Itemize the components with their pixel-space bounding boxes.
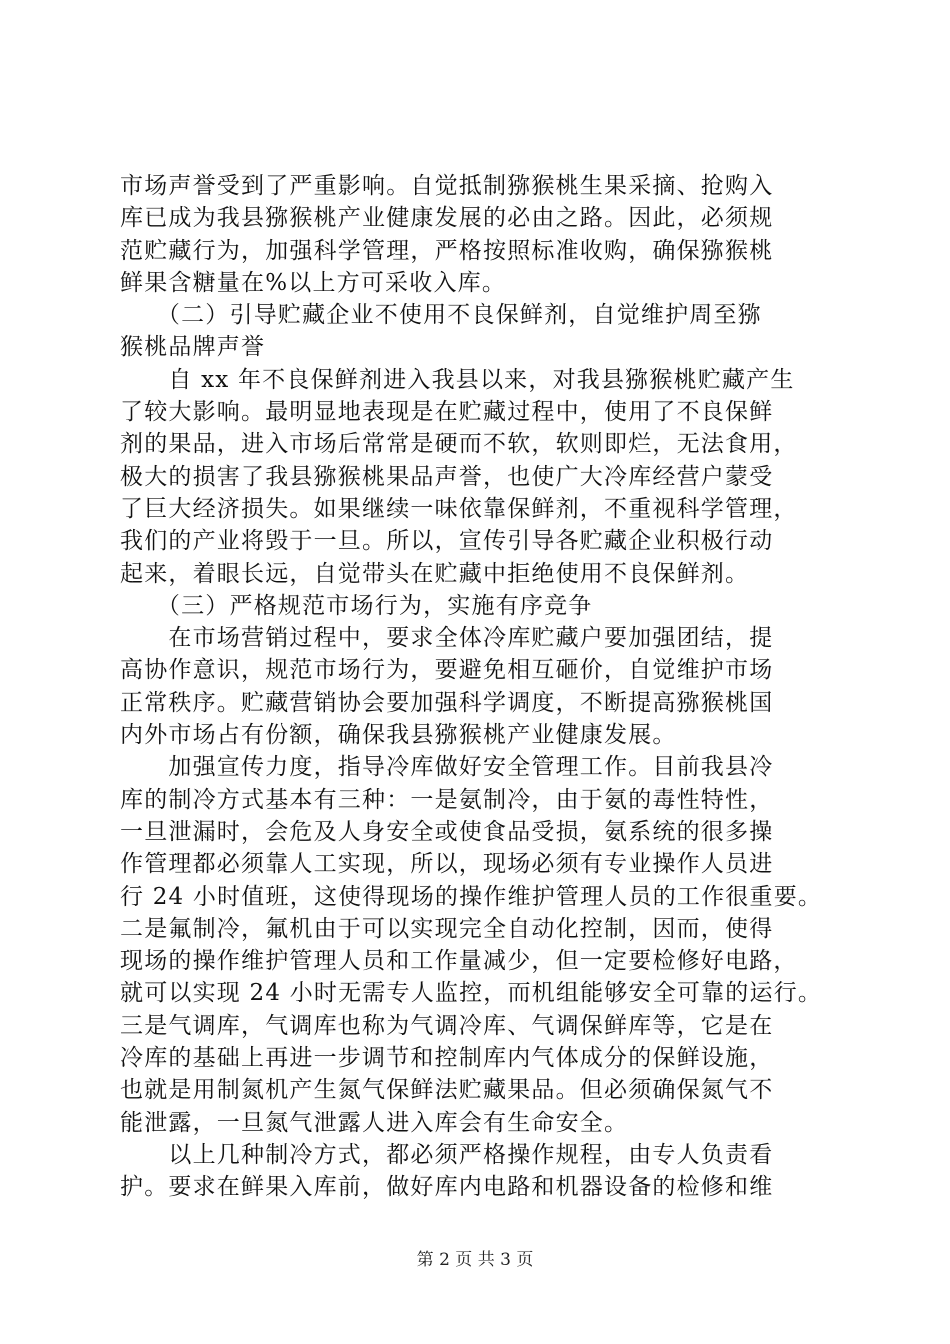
section-heading-line: （二）引导贮藏企业不使用不良保鲜剂，自觉维护周至猕 [120,302,762,329]
section-heading-line: 猴桃品牌声誉 [120,334,266,361]
text-line: 库已成为我县猕猴桃产业健康发展的必由之路。因此，必须规 [120,205,774,232]
text-line: 极大的损害了我县猕猴桃果品声誉，也使广大冷库经营户蒙受 [120,463,774,490]
text-line: 了巨大经济损失。如果继续一味依靠保鲜剂，不重视科学管理， [120,495,798,522]
text-line: 冷库的基础上再进一步调节和控制库内气体成分的保鲜设施， [120,1045,774,1072]
text-line: 正常秩序。贮藏营销协会要加强科学调度，不断提高猕猴桃国 [120,689,774,716]
text-line: 库的制冷方式基本有三种：一是氨制冷，由于氨的毒性特性， [120,786,774,813]
text-line: 高协作意识，规范市场行为，要避免相互砸价，自觉维护市场 [120,657,774,684]
text-line: 我们的产业将毁于一旦。所以，宣传引导各贮藏企业积极行动 [120,528,774,555]
text-line: 起来，着眼长远，自觉带头在贮藏中拒绝使用不良保鲜剂。 [120,560,750,587]
text-line: 加强宣传力度，指导冷库做好安全管理工作。目前我县冷 [120,754,774,781]
document-body [120,170,835,1204]
text-line: 现场的操作维护管理人员和工作量减少，但一定要检修好电路， [120,948,798,975]
text-line: 剂的果品，进入市场后常常是硬而不软，软则即烂，无法食用， [120,431,798,458]
text-line: 就可以实现 24 小时无需专人监控，而机组能够安全可靠的运行。 [120,980,823,1007]
text-line: 自 xx 年不良保鲜剂进入我县以来，对我县猕猴桃贮藏产生 [120,366,795,393]
page-footer: 第 2 页 共 3 页 [416,1250,534,1270]
text-line: 三是气调库，气调库也称为气调冷库、气调保鲜库等，它是在 [120,1012,774,1039]
text-line: 以上几种制冷方式，都必须严格操作规程，由专人负责看 [120,1141,774,1168]
text-line: 护。要求在鲜果入库前，做好库内电路和机器设备的检修和维 [120,1174,774,1201]
text-line: 能泄露，一旦氮气泄露人进入库会有生命安全。 [120,1109,629,1136]
text-line: 鲜果含糖量在%以上方可采收入库。 [120,269,507,296]
text-line: 行 24 小时值班，这使得现场的操作维护管理人员的工作很重要。 [120,883,823,910]
text-line: 在市场营销过程中，要求全体冷库贮藏户要加强团结，提 [120,625,774,652]
text-line: 内外市场占有份额，确保我县猕猴桃产业健康发展。 [120,722,677,749]
section-heading-line: （三）严格规范市场行为，实施有序竞争 [120,592,593,619]
text-line: 也就是用制氮机产生氮气保鲜法贮藏果品。但必须确保氮气不 [120,1077,774,1104]
text-line: 了较大影响。最明显地表现是在贮藏过程中，使用了不良保鲜 [120,399,774,426]
text-line: 作管理都必须靠人工实现，所以，现场必须有专业操作人员进 [120,851,774,878]
text-line: 市场声誉受到了严重影响。自觉抵制猕猴桃生果采摘、抢购入 [120,173,774,199]
text-line: 二是氟制冷，氟机由于可以实现完全自动化控制，因而，使得 [120,915,774,942]
text-line: 范贮藏行为，加强科学管理，严格按照标准收购，确保猕猴桃 [120,237,774,264]
text-line: 一旦泄漏时，会危及人身安全或使食品受损，氨系统的很多操 [120,818,774,845]
